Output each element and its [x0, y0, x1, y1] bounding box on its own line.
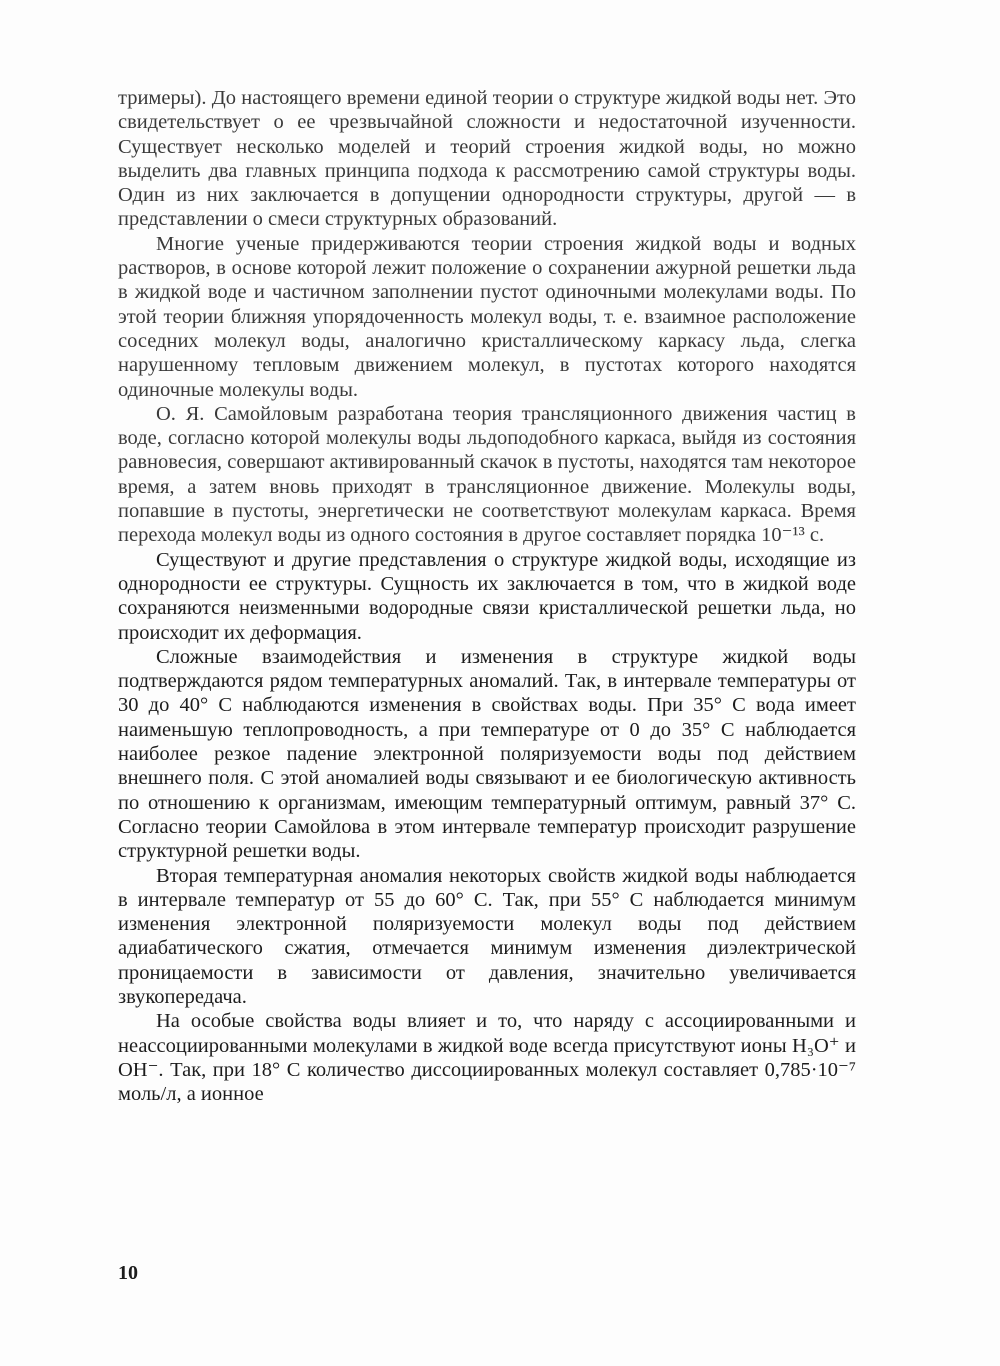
- paragraph-3: О. Я. Самойловым разработана теория трансляционного движения частиц в воде, согласно которой молекулы воды льдоподобного каркаса, выйдя из состояния равновесия, совершают активированный скачок в пустоты, находятся там некоторое время, а затем вновь приходят в трансляционное движение. Молекулы воды, попавшие в пустоты, энергетически не соответствуют молекулам каркаса. Время перехода молекул воды из одного состояния в другое составляет порядка 10⁻¹³ с.: [118, 402, 856, 547]
- page-number: 10: [118, 1262, 138, 1284]
- paragraph-5: Сложные взаимодействия и изменения в структуре жидкой воды подтверждаются рядом температурных аномалий. Так, в интервале температуры от 30 до 40° С наблюдаются изменения в свойствах воды. При 35° С вода имеет наименьшую теплопроводность, а при температуре от 0 до 35° С наблюдается наиболее резкое падение электронной поляризуемости воды под действием внешнего поля. С этой аномалией воды связывают и ее биологическую активность по отношению к организмам, имеющим температурный оптимум, равный 37° С. Согласно теории Самойлова в этом интервале температур происходит разрушение структурной решетки воды.: [118, 645, 856, 863]
- paragraph-4: Существуют и другие представления о структуре жидкой воды, исходящие из однородности ее структуры. Сущность их заключается в том, что в жидкой воде сохраняются неизменными водородные связи кристаллической решетки льда, но происходит их деформация.: [118, 548, 856, 644]
- paragraph-6: Вторая температурная аномалия некоторых свойств жидкой воды наблюдается в интервале температур от 55 до 60° С. Так, при 55° С наблюдается минимум изменения электронной поляризуемости молекул воды под действием адиабатического сжатия, отмечается минимум изменения диэлектрической проницаемости в зависимости от давления, значительно увеличивается звукопередача.: [118, 864, 856, 1008]
- paragraph-2: Многие ученые придерживаются теории строения жидкой воды и водных растворов, в основе которой лежит положение о сохранении ажурной решетки льда в жидкой воде и частичном заполнении пустот одиночными молекулами воды. По этой теории ближняя упорядоченность молекул воды, т. е. взаимное расположение соседних молекул воды, аналогично кристаллическому каркасу льда, слегка нарушенному тепловым движением молекул, в пустотах которого находятся одиночные молекулы воды.: [118, 232, 856, 401]
- body-text: [118, 86, 856, 1106]
- paragraph-1: тримеры). До настоящего времени единой теории о структуре жидкой воды нет. Это свидетельствует о ее чрезвычайной сложности и недостаточной изученности. Существует несколько моделей и теорий строения жидкой воды, но можно выделить два главных принципа подхода к рассмотрению самой структуры воды. Один из них заключается в допущении однородности структуры, другой — в представлении о смеси структурных образований.: [118, 87, 856, 231]
- paragraph-7: На особые свойства воды влияет и то, что наряду с ассоциированными и неассоциированными молекулами в жидкой воде всегда присутствуют ионы H₃O⁺ и OH⁻. Так, при 18° С количество диссоциированных молекул составляет 0,785·10⁻⁷ моль/л, а ионное: [118, 1010, 856, 1106]
